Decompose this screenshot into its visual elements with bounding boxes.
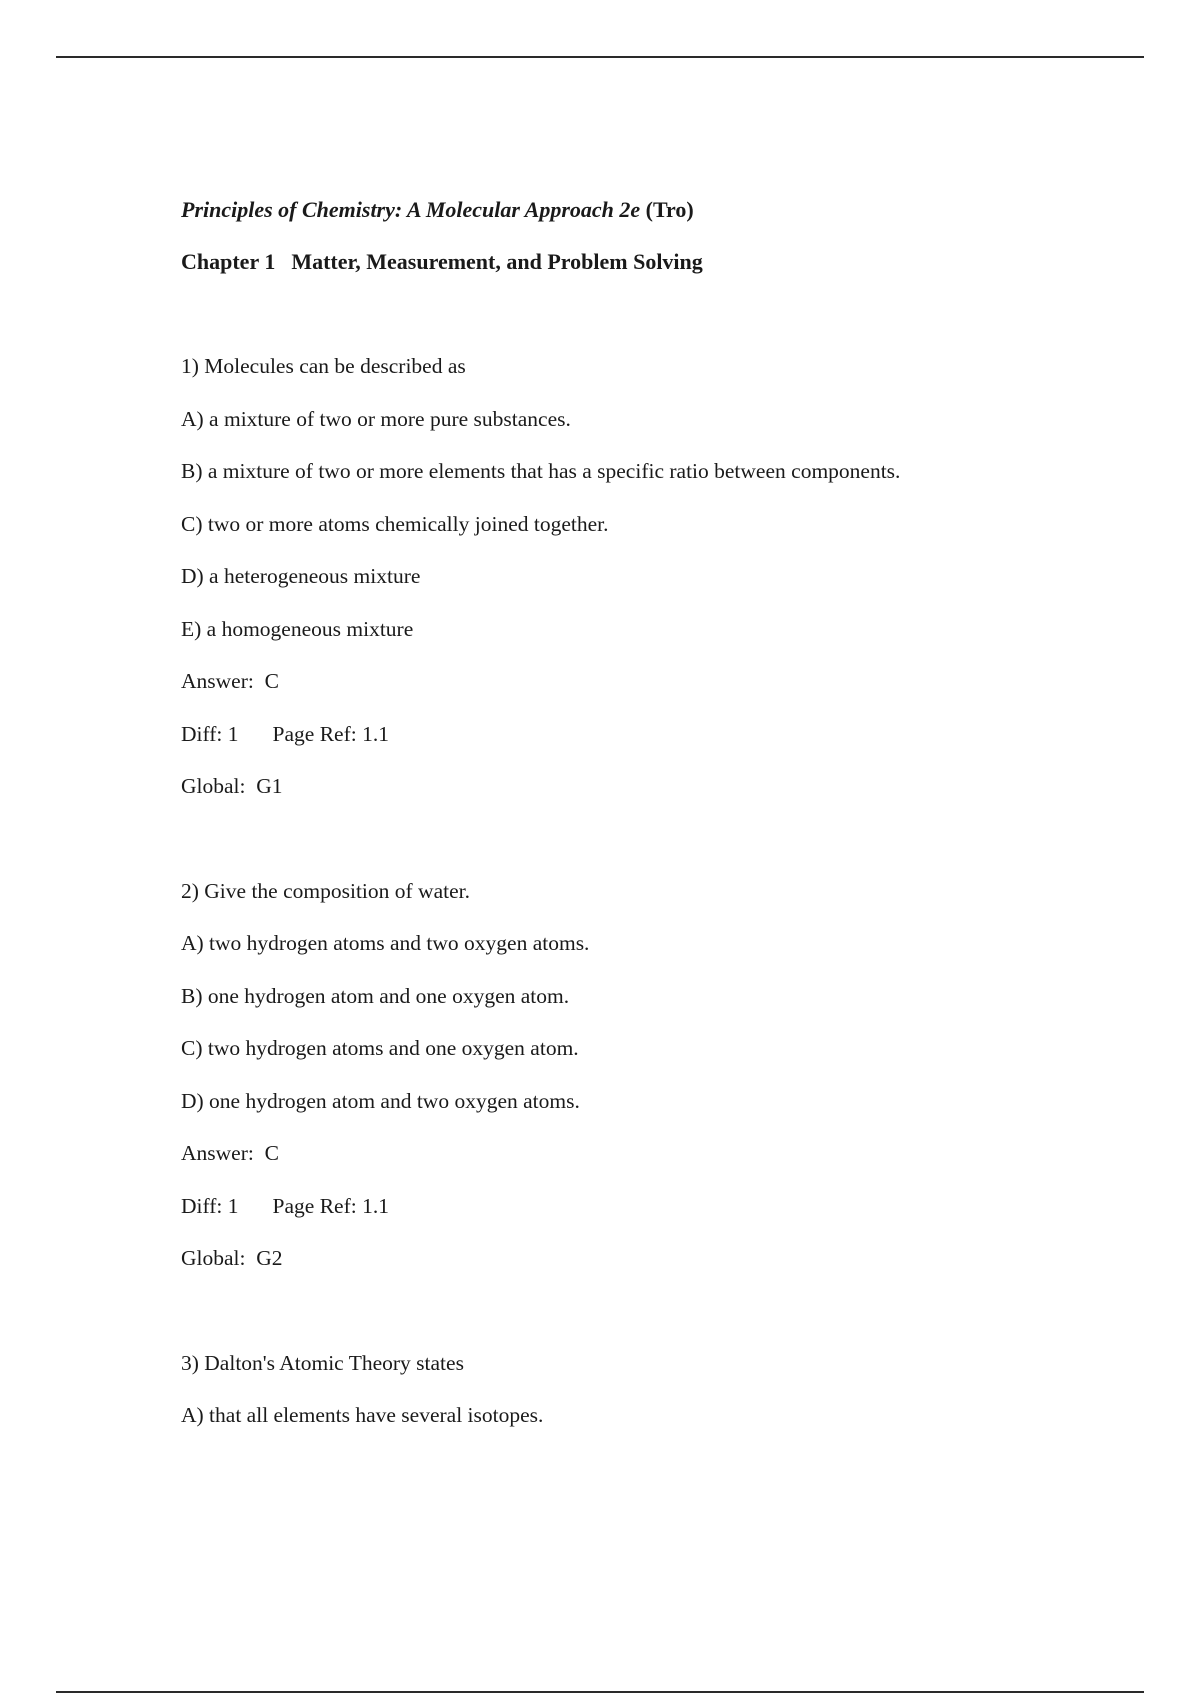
answer-key: Answer: C <box>181 669 279 693</box>
chapter-number: Chapter 1 <box>181 249 276 274</box>
question-prompt: 3) Dalton's Atomic Theory states <box>181 1350 464 1375</box>
document-body <box>181 192 1081 1450</box>
answer-option: C) two or more atoms chemically joined together. <box>181 511 609 536</box>
chapter-title: Matter, Measurement, and Problem Solving <box>291 249 703 274</box>
answer-option: A) two hydrogen atoms and two oxygen atoms. <box>181 931 590 955</box>
book-title-italic: Principles of Chemistry: A Molecular Approach 2e <box>181 197 641 222</box>
answer-option: D) one hydrogen atom and two oxygen atoms. <box>181 1088 580 1113</box>
bottom-rule <box>56 1691 1144 1693</box>
difficulty-line <box>181 1188 1081 1241</box>
answer-option: A) that all elements have several isotopes. <box>181 1403 544 1427</box>
book-title <box>181 192 1081 244</box>
answer-option: B) a mixture of two or more elements that has a specific ratio between components. <box>181 459 901 483</box>
difficulty: Diff: 1 <box>181 721 239 746</box>
answer-key: Answer: C <box>181 1141 279 1165</box>
difficulty: Diff: 1 <box>181 1193 239 1218</box>
answer-option: E) a homogeneous mixture <box>181 616 414 641</box>
difficulty-line <box>181 716 1081 769</box>
page-ref: Page Ref: 1.1 <box>272 721 389 746</box>
question-1 <box>181 348 1081 821</box>
global-tag: Global: G1 <box>181 774 283 798</box>
page-ref: Page Ref: 1.1 <box>272 1193 389 1218</box>
answer-option: D) a heterogeneous mixture <box>181 564 421 588</box>
book-title-author: (Tro) <box>640 197 694 222</box>
answer-option: B) one hydrogen atom and one oxygen atom. <box>181 983 570 1008</box>
question-2 <box>181 873 1081 1293</box>
global-tag: Global: G2 <box>181 1246 283 1270</box>
answer-option: C) two hydrogen atoms and one oxygen atom. <box>181 1036 579 1060</box>
question-prompt: 1) Molecules can be described as <box>181 354 466 378</box>
top-rule <box>56 56 1144 58</box>
answer-option: A) a mixture of two or more pure substances. <box>181 406 571 431</box>
question-prompt: 2) Give the composition of water. <box>181 878 470 903</box>
question-3 <box>181 1345 1081 1450</box>
chapter-heading <box>181 244 1081 280</box>
